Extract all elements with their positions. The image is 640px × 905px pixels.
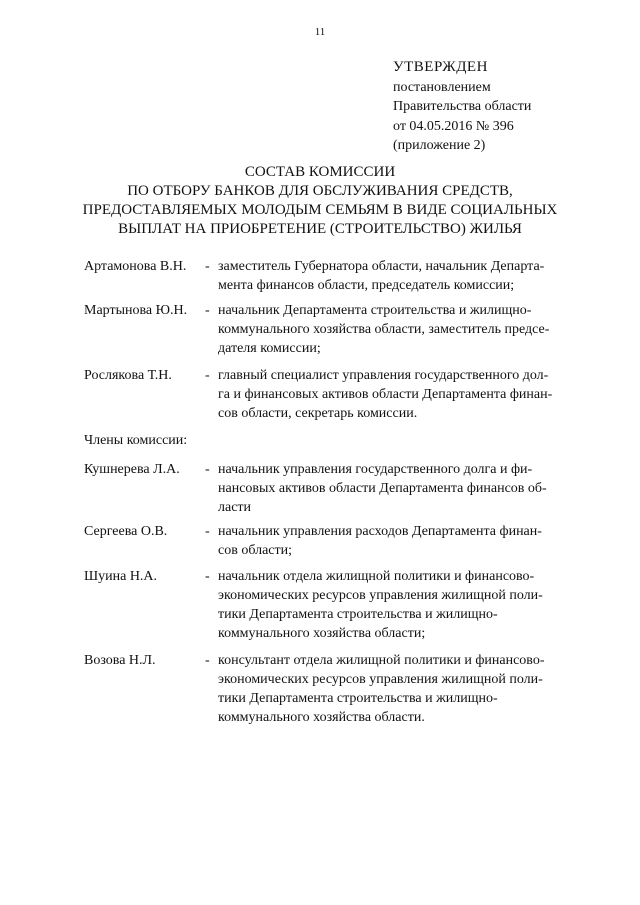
role-line: нансовых активов области Департамента финансов об- <box>218 481 547 496</box>
member-role <box>218 522 603 560</box>
dash-separator: - <box>205 462 210 477</box>
role-line: тики Департамента строительства и жилищно- <box>218 607 498 622</box>
approval-block <box>393 58 531 156</box>
role-line: тики Департамента строительства и жилищно- <box>218 691 498 706</box>
member-name: Рослякова Т.Н. <box>84 368 172 383</box>
role-line: экономических ресурсов управления жилищной поли- <box>218 672 543 687</box>
page-number: 11 <box>314 26 326 38</box>
dash-separator: - <box>205 259 210 274</box>
role-line: коммунального хозяйства области; <box>218 626 426 641</box>
role-line: начальник управления расходов Департамента финан- <box>218 524 542 539</box>
title-line: ВЫПЛАТ НА ПРИОБРЕТЕНИЕ (СТРОИТЕЛЬСТВО) ЖИЛЬЯ <box>118 221 522 237</box>
role-line: дателя комиссии; <box>218 341 321 356</box>
approval-line: от 04.05.2016 № 396 <box>393 118 514 134</box>
member-role <box>218 460 603 517</box>
title-line: СОСТАВ КОМИССИИ <box>244 164 396 180</box>
dash-separator: - <box>205 368 210 383</box>
member-role <box>218 567 603 643</box>
member-name: Мартынова Ю.Н. <box>84 303 188 318</box>
approval-line: постановлением <box>393 79 491 95</box>
role-line: начальник управления государственного долга и фи- <box>218 462 533 477</box>
members-heading: Члены комиссии: <box>84 433 188 448</box>
dash-separator: - <box>205 569 210 584</box>
dash-separator: - <box>205 653 210 668</box>
document-title <box>0 163 640 239</box>
role-line: коммунального хозяйства области, заместитель предсе- <box>218 322 550 337</box>
role-line: ласти <box>218 500 252 515</box>
title-line: ПО ОТБОРУ БАНКОВ ДЛЯ ОБСЛУЖИВАНИЯ СРЕДСТВ, <box>127 183 513 199</box>
member-name: Сергеева О.В. <box>84 524 168 539</box>
role-line: начальник Департамента строительства и жилищно- <box>218 303 532 318</box>
approval-line: (приложение 2) <box>393 138 486 153</box>
role-line: консультант отдела жилищной политики и финансово- <box>218 653 545 668</box>
role-line: га и финансовых активов области Департамента финан- <box>218 387 553 402</box>
approval-heading: УТВЕРЖДЕН <box>393 59 488 75</box>
member-role <box>218 651 603 727</box>
title-line: ПРЕДОСТАВЛЯЕМЫХ МОЛОДЫМ СЕМЬЯМ В ВИДЕ СОЦИАЛЬНЫХ <box>82 202 558 218</box>
role-line: начальник отдела жилищной политики и финансово- <box>218 569 535 584</box>
member-name: Кушнерева Л.А. <box>84 462 180 477</box>
role-line: сов области, секретарь комиссии. <box>218 406 418 421</box>
role-line: мента финансов области, председатель комиссии; <box>218 278 515 293</box>
role-line: экономических ресурсов управления жилищной поли- <box>218 588 543 603</box>
role-line: коммунального хозяйства области. <box>218 710 425 725</box>
role-line: главный специалист управления государственного дол- <box>218 368 549 383</box>
member-name: Артамонова В.Н. <box>84 259 187 274</box>
member-role <box>218 301 603 358</box>
dash-separator: - <box>205 524 210 539</box>
member-name: Шуина Н.А. <box>84 569 158 584</box>
role-line: заместитель Губернатора области, начальник Департа- <box>218 259 545 274</box>
member-name: Возова Н.Л. <box>84 653 156 668</box>
member-role <box>218 366 603 423</box>
approval-line: Правительства области <box>393 99 532 114</box>
dash-separator: - <box>205 303 210 318</box>
role-line: сов области; <box>218 543 293 558</box>
member-role <box>218 257 603 295</box>
